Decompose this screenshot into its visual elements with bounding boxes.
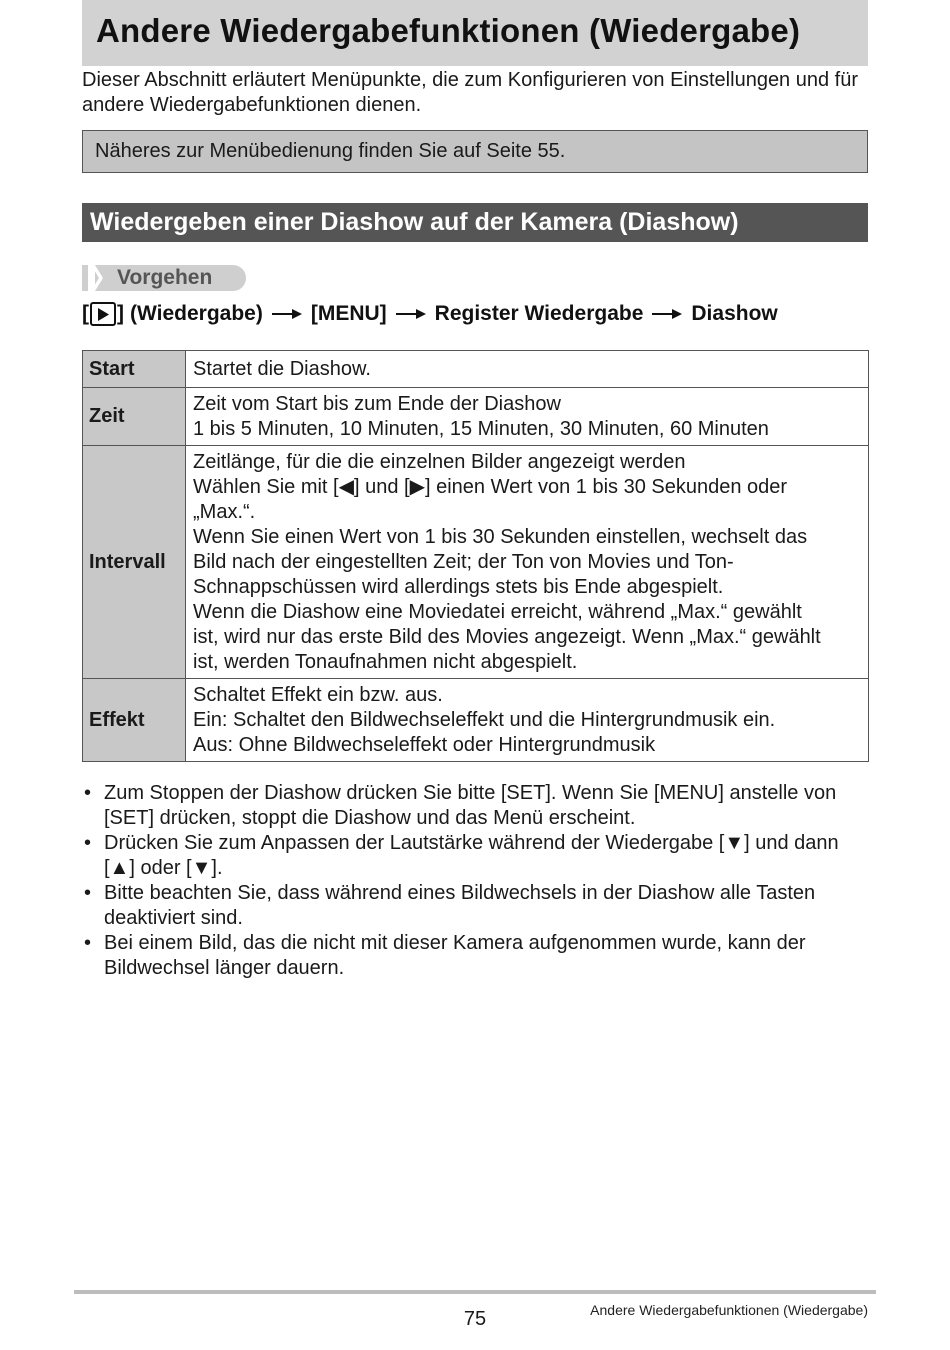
value-line: 1 bis 5 Minuten, 10 Minuten, 15 Minuten, 30 Minuten, 60 Minuten — [193, 418, 769, 440]
row-value — [186, 388, 869, 446]
value-line: ist, werden Tonaufnahmen nicht abgespielt. — [193, 651, 578, 673]
row-key: Effekt — [83, 679, 186, 762]
page-number: 75 — [463, 1308, 487, 1330]
value-line: ist, wird nur das erste Bild des Movies angezeigt. Wenn „Max.“ gewählt — [193, 626, 821, 648]
row-key: Zeit — [83, 388, 186, 446]
procedure-tag — [82, 265, 246, 291]
arrow-right-icon — [272, 302, 302, 326]
settings-table — [82, 350, 869, 762]
arrow-right-icon — [396, 302, 426, 326]
value-line: Schnappschüssen wird allerdings stets bis Ende abgespielt. — [193, 576, 724, 598]
footer-title: Andere Wiedergabefunktionen (Wiedergabe) — [590, 1302, 868, 1318]
value-line: Zeit vom Start bis zum Ende der Diashow — [193, 393, 561, 415]
table-row — [83, 679, 869, 762]
row-value — [186, 351, 869, 388]
list-item: • Zum Stoppen der Diashow drücken Sie bitte [SET]. Wenn Sie [MENU] anstelle von [SET] drücken, stoppt die Diashow und das Menü erscheint. — [82, 781, 872, 831]
list-item: • Drücken Sie zum Anpassen der Lautstärke während der Wiedergabe [▼] und dann [▲] oder [▼]. — [82, 831, 872, 881]
page-title: Andere Wiedergabefunktionen (Wiedergabe) — [96, 12, 801, 49]
list-item: • Bei einem Bild, das die nicht mit dieser Kamera aufgenommen wurde, kann der Bildwechsel länger dauern. — [82, 931, 872, 981]
list-item: • Bitte beachten Sie, dass während eines Bildwechsels in der Diashow alle Tasten deaktiviert sind. — [82, 881, 872, 931]
row-value — [186, 679, 869, 762]
value-line: Bild nach der eingestellten Zeit; der Ton von Movies und Ton- — [193, 551, 734, 573]
value-line: Aus: Ohne Bildwechseleffekt oder Hintergrundmusik — [193, 734, 656, 756]
notes-list — [82, 781, 872, 981]
value-line: Startet die Diashow. — [193, 358, 371, 380]
path-step-slideshow: Diashow — [691, 302, 778, 325]
value-line: „Max.“. — [193, 501, 256, 523]
row-key: Intervall — [83, 446, 186, 679]
value-line: Zeitlänge, für die die einzelnen Bilder angezeigt werden — [193, 451, 686, 473]
value-line: Wählen Sie mit [◀] und [▶] einen Wert von 1 bis 30 Sekunden oder — [193, 476, 788, 498]
arrow-right-icon — [652, 302, 682, 326]
notice-text: Näheres zur Menübedienung finden Sie auf Seite 55. — [95, 140, 566, 162]
section-header — [82, 203, 868, 242]
table-row — [83, 388, 869, 446]
value-line: Wenn die Diashow eine Moviedatei erreicht, während „Max.“ gewählt — [193, 601, 802, 623]
play-icon — [90, 302, 116, 326]
path-step-menu: [MENU] — [310, 302, 387, 325]
notice-box — [82, 130, 868, 173]
value-line: Schaltet Effekt ein bzw. aus. — [193, 684, 443, 706]
table-row — [83, 351, 869, 388]
menu-path — [82, 300, 778, 328]
procedure-tag-label: Vorgehen — [117, 266, 213, 289]
intro-text: Dieser Abschnitt erläutert Menüpunkte, die zum Konfigurieren von Einstellungen und für andere Wiedergabefunktionen dienen. — [82, 69, 859, 116]
title-bar — [82, 0, 868, 66]
row-key: Start — [83, 351, 186, 388]
footer-divider — [74, 1290, 876, 1294]
row-value — [186, 446, 869, 679]
path-close-bracket: ] — [117, 302, 124, 325]
section-title: Wiedergeben einer Diashow auf der Kamera (Diashow) — [90, 208, 739, 236]
path-step-tab: Register Wiedergabe — [434, 302, 644, 325]
table-row — [83, 446, 869, 679]
value-line: Wenn Sie einen Wert von 1 bis 30 Sekunden einstellen, wechselt das — [193, 526, 808, 548]
value-line: Ein: Schaltet den Bildwechseleffekt und die Hintergrundmusik ein. — [193, 709, 776, 731]
path-step-playback: (Wiedergabe) — [130, 302, 263, 325]
path-open-bracket: [ — [82, 302, 89, 325]
